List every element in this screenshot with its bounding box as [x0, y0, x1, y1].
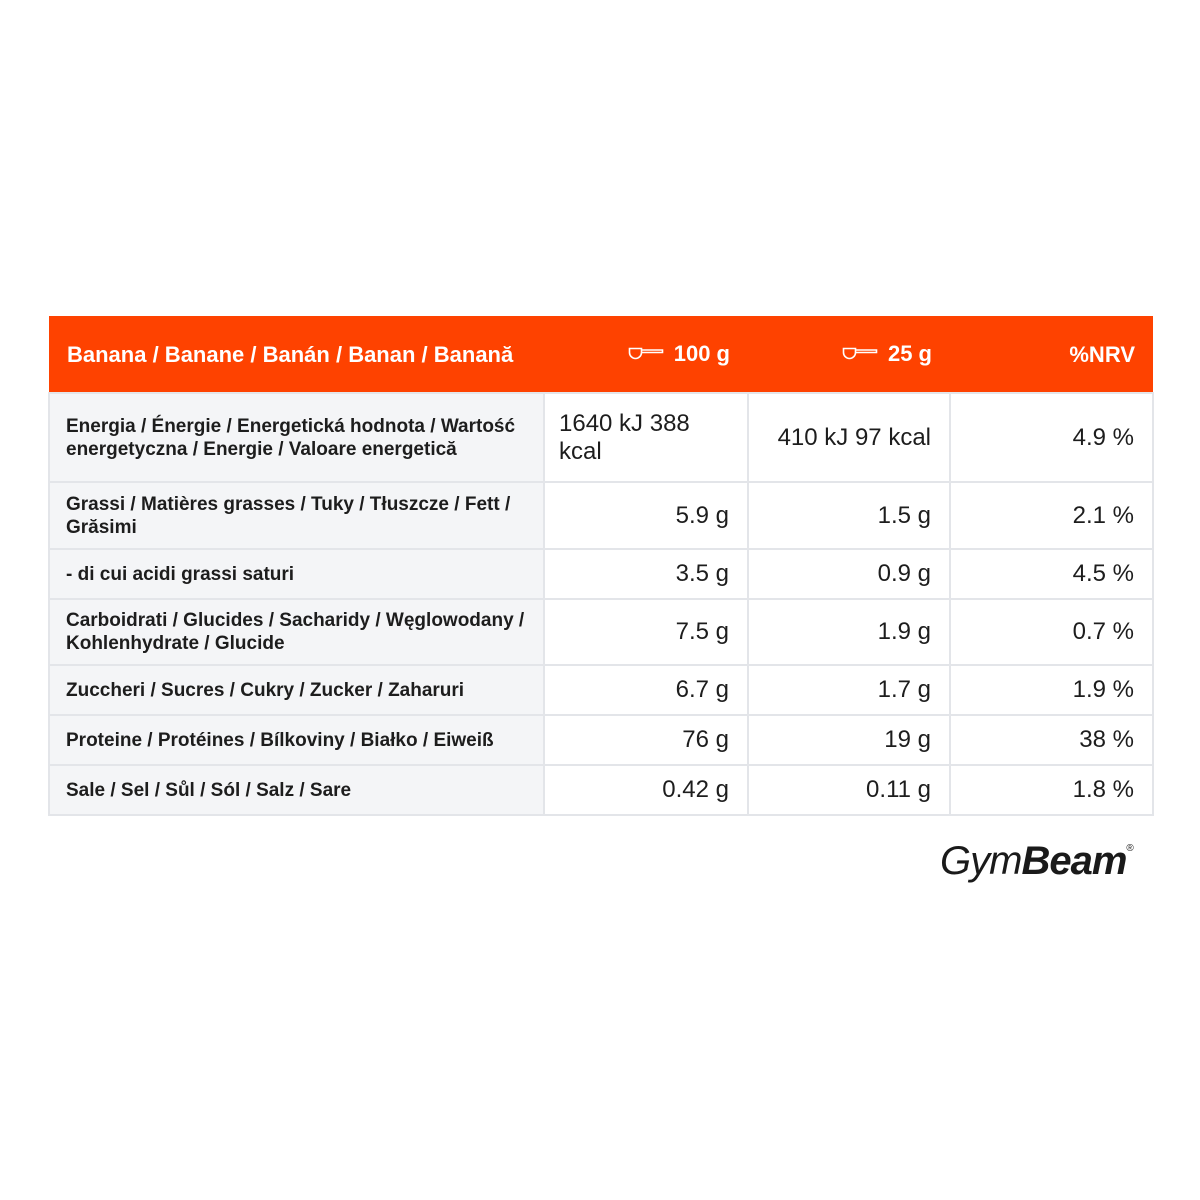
- value-nrv: 4.5 %: [950, 549, 1153, 599]
- nrv-header: %NRV: [1069, 341, 1135, 367]
- value-nrv: 38 %: [950, 715, 1153, 765]
- per-100g-label: 100 g: [673, 340, 730, 366]
- value-per-100g: 6.7 g: [544, 665, 748, 715]
- registered-mark: ®: [1126, 843, 1134, 854]
- value-per-100g: 3.5 g: [544, 549, 748, 599]
- table-row: [49, 482, 1153, 549]
- table-row: [49, 393, 1153, 482]
- value-per-25g: 1.5 g: [748, 482, 950, 549]
- nutrient-label: Proteine / Protéines / Bílkoviny / Białko / Eiweiß: [49, 715, 544, 765]
- table-row: [49, 665, 1153, 715]
- logo-gym-text: Gym: [940, 839, 1022, 883]
- value-nrv: 1.9 %: [950, 665, 1153, 715]
- value-per-25g: 19 g: [748, 715, 950, 765]
- gymbeam-logo: [940, 836, 1155, 886]
- nutrient-label: Grassi / Matières grasses / Tuky / Tłuszcze / Fett / Grăsimi: [49, 482, 544, 549]
- value-per-100g: 0.42 g: [544, 765, 748, 815]
- value-per-25g: 0.11 g: [748, 765, 950, 815]
- per-25g-header: [748, 316, 950, 393]
- product-name-header: Banana / Banane / Banán / Banan / Banană: [67, 341, 514, 367]
- table-row: [49, 599, 1153, 665]
- nutrition-table: [48, 316, 1154, 816]
- nutrient-label: Sale / Sel / Sůl / Sól / Salz / Sare: [49, 765, 544, 815]
- value-per-25g: 1.9 g: [748, 599, 950, 665]
- value-nrv: 0.7 %: [950, 599, 1153, 665]
- per-25g-label: 25 g: [887, 340, 932, 366]
- nutrient-label: - di cui acidi grassi saturi: [49, 549, 544, 599]
- value-nrv: 1.8 %: [950, 765, 1153, 815]
- value-per-25g: 1.7 g: [748, 665, 950, 715]
- value-per-100g: 1640 kJ 388 kcal: [544, 393, 748, 482]
- table-header-row: [49, 316, 1153, 393]
- table-row: [49, 715, 1153, 765]
- value-nrv: 4.9 %: [950, 393, 1153, 482]
- nutrition-panel: [48, 316, 1152, 816]
- per-100g-header: [544, 316, 748, 393]
- value-per-100g: 5.9 g: [544, 482, 748, 549]
- nutrient-label: Zuccheri / Sucres / Cukry / Zucker / Zaharuri: [49, 665, 544, 715]
- table-row: [49, 765, 1153, 815]
- scoop-icon: [628, 340, 664, 365]
- logo-beam-text: Beam: [1021, 839, 1127, 883]
- scoop-icon: [842, 340, 878, 365]
- value-per-25g: 0.9 g: [748, 549, 950, 599]
- value-per-25g: 410 kJ 97 kcal: [748, 393, 950, 482]
- value-nrv: 2.1 %: [950, 482, 1153, 549]
- table-row: [49, 549, 1153, 599]
- value-per-100g: 76 g: [544, 715, 748, 765]
- nutrient-label: Carboidrati / Glucides / Sacharidy / Węglowodany / Kohlenhydrate / Glucide: [49, 599, 544, 665]
- nutrient-label: Energia / Énergie / Energetická hodnota / Wartość energetyczna / Energie / Valoare energetică: [49, 393, 544, 482]
- value-per-100g: 7.5 g: [544, 599, 748, 665]
